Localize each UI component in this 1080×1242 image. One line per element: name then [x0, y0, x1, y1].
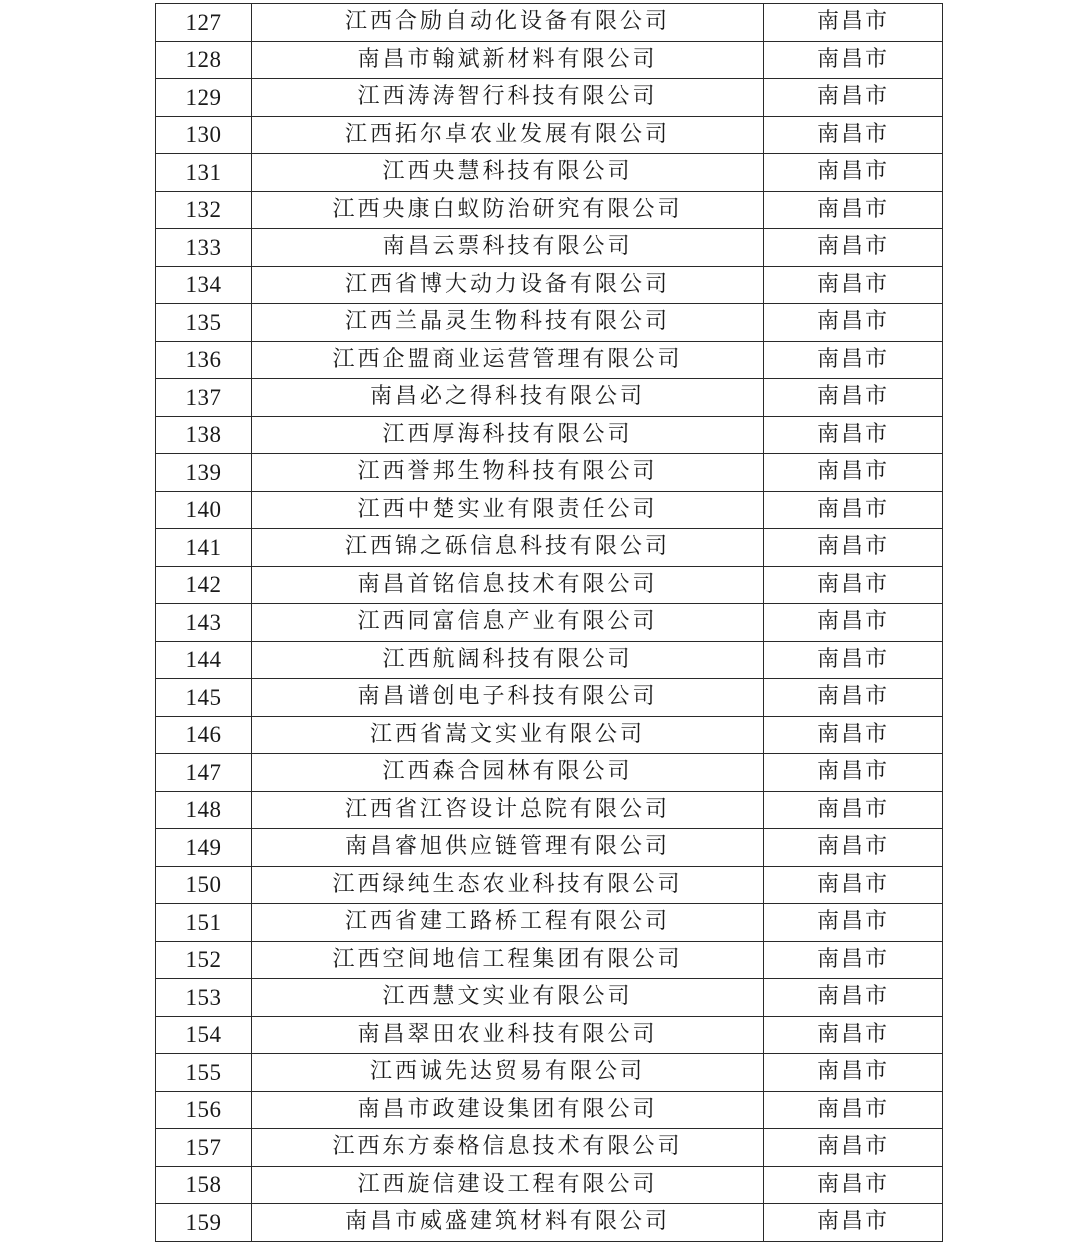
row-number-cell: 145	[156, 679, 252, 717]
row-number-cell: 128	[156, 41, 252, 79]
row-number-cell: 134	[156, 266, 252, 304]
table-row	[156, 904, 943, 942]
row-number-cell: 153	[156, 979, 252, 1017]
table-row	[156, 941, 943, 979]
company-name-cell: 江西兰晶灵生物科技有限公司	[252, 304, 764, 342]
table-row	[156, 1204, 943, 1242]
row-number-cell: 133	[156, 229, 252, 267]
city-cell: 南昌市	[764, 754, 943, 792]
city-cell: 南昌市	[764, 1129, 943, 1167]
table-row	[156, 41, 943, 79]
table-row	[156, 604, 943, 642]
company-name-cell: 南昌市翰斌新材料有限公司	[252, 41, 764, 79]
city-cell: 南昌市	[764, 904, 943, 942]
company-name-cell: 江西拓尔卓农业发展有限公司	[252, 116, 764, 154]
company-name-cell: 江西省建工路桥工程有限公司	[252, 904, 764, 942]
company-name-cell: 江西央康白蚁防治研究有限公司	[252, 191, 764, 229]
city-cell: 南昌市	[764, 4, 943, 42]
row-number-cell: 129	[156, 79, 252, 117]
table-row	[156, 679, 943, 717]
row-number-cell: 148	[156, 791, 252, 829]
table-row	[156, 341, 943, 379]
city-cell: 南昌市	[764, 641, 943, 679]
city-cell: 南昌市	[764, 79, 943, 117]
company-name-cell: 江西省江咨设计总院有限公司	[252, 791, 764, 829]
company-name-cell: 南昌首铭信息技术有限公司	[252, 566, 764, 604]
row-number-cell: 152	[156, 941, 252, 979]
company-name-cell: 南昌市政建设集团有限公司	[252, 1091, 764, 1129]
company-name-cell: 南昌市威盛建筑材料有限公司	[252, 1204, 764, 1242]
row-number-cell: 127	[156, 4, 252, 42]
table-row	[156, 641, 943, 679]
city-cell: 南昌市	[764, 454, 943, 492]
company-name-cell: 江西省博大动力设备有限公司	[252, 266, 764, 304]
row-number-cell: 136	[156, 341, 252, 379]
company-table-body	[156, 4, 943, 1242]
company-name-cell: 江西慧文实业有限公司	[252, 979, 764, 1017]
table-row	[156, 979, 943, 1017]
city-cell: 南昌市	[764, 679, 943, 717]
table-row	[156, 229, 943, 267]
city-cell: 南昌市	[764, 829, 943, 867]
city-cell: 南昌市	[764, 716, 943, 754]
table-row	[156, 304, 943, 342]
row-number-cell: 141	[156, 529, 252, 567]
company-name-cell: 江西誉邦生物科技有限公司	[252, 454, 764, 492]
city-cell: 南昌市	[764, 341, 943, 379]
table-row	[156, 829, 943, 867]
row-number-cell: 135	[156, 304, 252, 342]
table-row	[156, 1054, 943, 1092]
city-cell: 南昌市	[764, 979, 943, 1017]
company-name-cell: 江西绿纯生态农业科技有限公司	[252, 866, 764, 904]
table-row	[156, 1129, 943, 1167]
table-row	[156, 754, 943, 792]
row-number-cell: 151	[156, 904, 252, 942]
table-row	[156, 791, 943, 829]
table-row	[156, 116, 943, 154]
table-row	[156, 491, 943, 529]
table-row	[156, 716, 943, 754]
row-number-cell: 142	[156, 566, 252, 604]
city-cell: 南昌市	[764, 941, 943, 979]
city-cell: 南昌市	[764, 304, 943, 342]
table-row	[156, 1016, 943, 1054]
company-name-cell: 南昌谱创电子科技有限公司	[252, 679, 764, 717]
table-row	[156, 866, 943, 904]
table-row	[156, 1166, 943, 1204]
city-cell: 南昌市	[764, 1166, 943, 1204]
row-number-cell: 144	[156, 641, 252, 679]
city-cell: 南昌市	[764, 379, 943, 417]
company-name-cell: 江西厚海科技有限公司	[252, 416, 764, 454]
city-cell: 南昌市	[764, 1204, 943, 1242]
city-cell: 南昌市	[764, 229, 943, 267]
row-number-cell: 130	[156, 116, 252, 154]
city-cell: 南昌市	[764, 266, 943, 304]
row-number-cell: 138	[156, 416, 252, 454]
table-row	[156, 79, 943, 117]
company-name-cell: 江西央慧科技有限公司	[252, 154, 764, 192]
company-name-cell: 江西航阔科技有限公司	[252, 641, 764, 679]
company-name-cell: 江西合励自动化设备有限公司	[252, 4, 764, 42]
table-row	[156, 529, 943, 567]
company-name-cell: 江西锦之砾信息科技有限公司	[252, 529, 764, 567]
row-number-cell: 158	[156, 1166, 252, 1204]
company-table	[155, 3, 943, 1242]
company-name-cell: 江西旋信建设工程有限公司	[252, 1166, 764, 1204]
city-cell: 南昌市	[764, 1054, 943, 1092]
city-cell: 南昌市	[764, 791, 943, 829]
city-cell: 南昌市	[764, 1016, 943, 1054]
company-name-cell: 南昌必之得科技有限公司	[252, 379, 764, 417]
row-number-cell: 149	[156, 829, 252, 867]
row-number-cell: 147	[156, 754, 252, 792]
row-number-cell: 146	[156, 716, 252, 754]
company-name-cell: 江西东方泰格信息技术有限公司	[252, 1129, 764, 1167]
company-name-cell: 江西诚先达贸易有限公司	[252, 1054, 764, 1092]
table-row	[156, 454, 943, 492]
row-number-cell: 157	[156, 1129, 252, 1167]
company-name-cell: 江西中楚实业有限责任公司	[252, 491, 764, 529]
row-number-cell: 155	[156, 1054, 252, 1092]
table-row	[156, 416, 943, 454]
table-row	[156, 154, 943, 192]
table-row	[156, 191, 943, 229]
table-row	[156, 566, 943, 604]
company-name-cell: 南昌翠田农业科技有限公司	[252, 1016, 764, 1054]
table-row	[156, 379, 943, 417]
city-cell: 南昌市	[764, 491, 943, 529]
row-number-cell: 154	[156, 1016, 252, 1054]
row-number-cell: 131	[156, 154, 252, 192]
company-name-cell: 江西空间地信工程集团有限公司	[252, 941, 764, 979]
city-cell: 南昌市	[764, 154, 943, 192]
city-cell: 南昌市	[764, 191, 943, 229]
company-name-cell: 南昌云票科技有限公司	[252, 229, 764, 267]
company-name-cell: 南昌睿旭供应链管理有限公司	[252, 829, 764, 867]
city-cell: 南昌市	[764, 1091, 943, 1129]
row-number-cell: 150	[156, 866, 252, 904]
city-cell: 南昌市	[764, 566, 943, 604]
city-cell: 南昌市	[764, 416, 943, 454]
company-name-cell: 江西森合园林有限公司	[252, 754, 764, 792]
company-list-sheet	[155, 3, 942, 1242]
row-number-cell: 137	[156, 379, 252, 417]
table-row	[156, 1091, 943, 1129]
city-cell: 南昌市	[764, 604, 943, 642]
city-cell: 南昌市	[764, 116, 943, 154]
city-cell: 南昌市	[764, 529, 943, 567]
row-number-cell: 132	[156, 191, 252, 229]
table-row	[156, 4, 943, 42]
company-name-cell: 江西同富信息产业有限公司	[252, 604, 764, 642]
company-name-cell: 江西省嵩文实业有限公司	[252, 716, 764, 754]
city-cell: 南昌市	[764, 866, 943, 904]
company-name-cell: 江西涛涛智行科技有限公司	[252, 79, 764, 117]
company-name-cell: 江西企盟商业运营管理有限公司	[252, 341, 764, 379]
row-number-cell: 159	[156, 1204, 252, 1242]
table-row	[156, 266, 943, 304]
row-number-cell: 139	[156, 454, 252, 492]
row-number-cell: 140	[156, 491, 252, 529]
city-cell: 南昌市	[764, 41, 943, 79]
row-number-cell: 156	[156, 1091, 252, 1129]
row-number-cell: 143	[156, 604, 252, 642]
